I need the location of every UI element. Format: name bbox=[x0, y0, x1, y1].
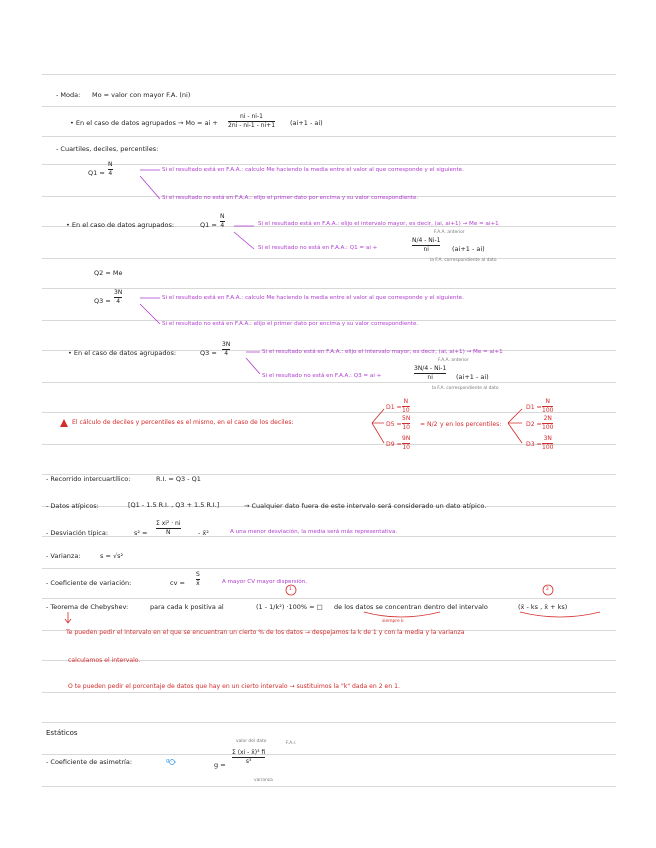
asimetria-note-bottom: varianza bbox=[254, 778, 273, 783]
agr3-q: Q3 = bbox=[200, 349, 217, 357]
decile-d9: D9 = bbox=[386, 441, 402, 448]
chebyshev-line1: Te pueden pedir el intervalo en el que se encuentran un cierto % de los datos → despejamos la k de 1 y con la media y la varianza bbox=[66, 629, 465, 636]
q3-fraction: 3N 4 bbox=[114, 289, 123, 306]
atipicos-label: - Datos atípicos: bbox=[46, 502, 99, 510]
variacion-label: - Coeficiente de variación: bbox=[46, 579, 132, 587]
percentile-p2-fraction: 2N 100 bbox=[542, 415, 554, 432]
atipicos-formula: [Q1 - 1.5 R.I. , Q3 + 1.5 R.I.] bbox=[128, 501, 220, 509]
moda-label: - Moda: bbox=[56, 91, 81, 99]
percentile-p3: D3 = bbox=[526, 441, 542, 448]
chebyshev-text2: de los datos se concentran dentro del intervalo bbox=[334, 603, 488, 611]
asimetria-label: - Coeficiente de asimetría: bbox=[46, 758, 133, 766]
agr3-note-bottom: la F.A. correspondiente al dato bbox=[432, 386, 499, 391]
percentile-p1: D1 = bbox=[526, 404, 542, 411]
desviacion-rhs: - x̄² bbox=[198, 529, 209, 537]
agr1-fraction: N/4 - Ni-1 ni bbox=[412, 237, 441, 254]
asimetria-g: g : bbox=[166, 758, 173, 764]
agr1-note-bottom: la F.A. correspondiente al dato bbox=[430, 258, 497, 263]
asimetria-lhs: g = bbox=[214, 761, 226, 769]
agr1-branch-in: Si el resultado está en F.A.A.: elijo el intervalo mayor, es decir, (ai, ai+1) → Me = ai+1 bbox=[258, 221, 499, 227]
decile-d5-fraction: 5N 10 bbox=[402, 415, 411, 432]
agr1-q-fraction: N 4 bbox=[220, 213, 225, 230]
chebyshev-line3: O te pueden pedir el porcentaje de datos que hay en un cierto intervalo → sustituimos la "k" dada en 2 en 1. bbox=[68, 683, 400, 690]
agr1-tail: (ai+1 - ai) bbox=[452, 245, 485, 253]
asimetria-note-top: valor del dato bbox=[236, 739, 267, 744]
q1-branch-in: Si el resultado está en F.A.A.: calculo Me haciendo la media entre el valor al que corresponde y el siguiente. bbox=[162, 167, 464, 173]
desviacion-label: - Desviación típica: bbox=[46, 529, 109, 537]
moda-formula: Mo = valor con mayor F.A. (ni) bbox=[92, 91, 191, 99]
chebyshev-label: - Teorema de Chebyshev: bbox=[46, 603, 129, 611]
variacion-note: A mayor CV mayor dispersión. bbox=[222, 579, 308, 585]
decile-d5: D5 = bbox=[386, 421, 402, 428]
agr3-tail: (ai+1 - ai) bbox=[456, 373, 489, 381]
agr3-fraction: 3N/4 - Ni-1 ni bbox=[414, 365, 447, 382]
warning-mid: y en los percentiles: bbox=[440, 421, 502, 428]
varianza-label: - Varianza: bbox=[46, 552, 81, 560]
decile-d9-fraction: 9N 10 bbox=[402, 435, 411, 452]
moda-tail: (ai+1 - ai) bbox=[290, 119, 323, 127]
agr1-q: Q1 = bbox=[200, 221, 217, 229]
warning-icon bbox=[59, 419, 69, 428]
warning-text: El cálculo de deciles y percentiles es el mismo, en el caso de los deciles: bbox=[72, 419, 294, 426]
moda-agrupados: • En el caso de datos agrupados → Mo = ai + bbox=[70, 119, 218, 127]
agr3-branch-out: Si el resultado no está en F.A.A.: Q3 = ai + bbox=[262, 373, 382, 379]
ric-label: - Recorrido intercuartílico: bbox=[46, 475, 131, 483]
asimetria-fraction: Σ (xi - x̄)³ fi s³ bbox=[232, 749, 266, 766]
q3-branch-out: Si el resultado no está en F.A.A.: elijo el primer dato por encima y su valor correspondiente. bbox=[162, 321, 419, 327]
chebyshev-bracket: (1 - 1/k²) ·100% = □ bbox=[256, 603, 323, 611]
cuartiles-label: - Cuartiles, deciles, percentiles: bbox=[56, 145, 159, 153]
decile-d1: D1 = bbox=[386, 404, 402, 411]
q3-branch-in: Si el resultado está en F.A.A.: calculo Me haciendo la media entre el valor al que corresponde y el siguiente. bbox=[162, 295, 464, 301]
varianza-formula: s = √s² bbox=[100, 552, 124, 560]
agr3-label: • En el caso de datos agrupados: bbox=[68, 349, 177, 357]
q1-label: Q1 = bbox=[88, 169, 105, 177]
asimetria-note-right: F.A.r. bbox=[286, 741, 297, 746]
agr3-q-fraction: 3N 4 bbox=[222, 341, 231, 358]
desviacion-lhs: s² = bbox=[134, 529, 148, 537]
variacion-lhs: cv = bbox=[170, 579, 185, 587]
chebyshev-under: siempre k bbox=[382, 619, 404, 624]
moda-fraction: ni - ni-1 2ni - ni-1 - ni+1 bbox=[228, 113, 276, 130]
variacion-fraction: S x̄ bbox=[196, 571, 200, 588]
agr1-note-top: F.A.A. anterior bbox=[434, 230, 465, 235]
q2-label: Q2 = Me bbox=[94, 269, 123, 277]
chebyshev-interval: (x̄ - ks , x̄ + ks) bbox=[518, 603, 568, 611]
agr1-branch-out: Si el resultado no está en F.A.A.: Q1 = ai + bbox=[258, 245, 378, 251]
desviacion-fraction: Σ xi² · ni N bbox=[156, 520, 181, 537]
percentile-p2: D2 = bbox=[526, 421, 542, 428]
decile-d1-fraction: N 10 bbox=[402, 398, 410, 415]
decile-d5-eq: = N/2 bbox=[420, 421, 438, 428]
atipicos-note: → Cualquier dato fuera de este intervalo será considerado un dato atípico. bbox=[244, 502, 487, 510]
agr3-note-top: F.A.A. anterior bbox=[438, 358, 469, 363]
q1-fraction: N 4 bbox=[108, 161, 113, 178]
chebyshev-circle-2: 2 bbox=[546, 587, 549, 592]
desviacion-note: A una menor desviación, la media será más representativa. bbox=[230, 529, 398, 535]
agr1-label: • En el caso de datos agrupados: bbox=[66, 221, 175, 229]
q3-label: Q3 = bbox=[94, 297, 111, 305]
percentile-p1-fraction: N 100 bbox=[542, 398, 554, 415]
chebyshev-circle-1: 1 bbox=[289, 587, 292, 592]
q1-branch-out: Si el resultado no está en F.A.A.: elijo el primer dato por encima y su valor correspondiente. bbox=[162, 195, 419, 201]
estaticos-label: Estáticos bbox=[46, 729, 78, 737]
agr3-branch-in: Si el resultado está en F.A.A.: elijo el intervalo mayor, es decir, (ai, ai+1) → Me = ai+1 bbox=[262, 349, 503, 355]
percentile-p3-fraction: 3N 100 bbox=[542, 435, 554, 452]
ric-formula: R.I. = Q3 - Q1 bbox=[156, 475, 201, 483]
chebyshev-line2: calculamos el intervalo. bbox=[68, 657, 141, 664]
chebyshev-text1: para cada k positiva al bbox=[150, 603, 224, 611]
